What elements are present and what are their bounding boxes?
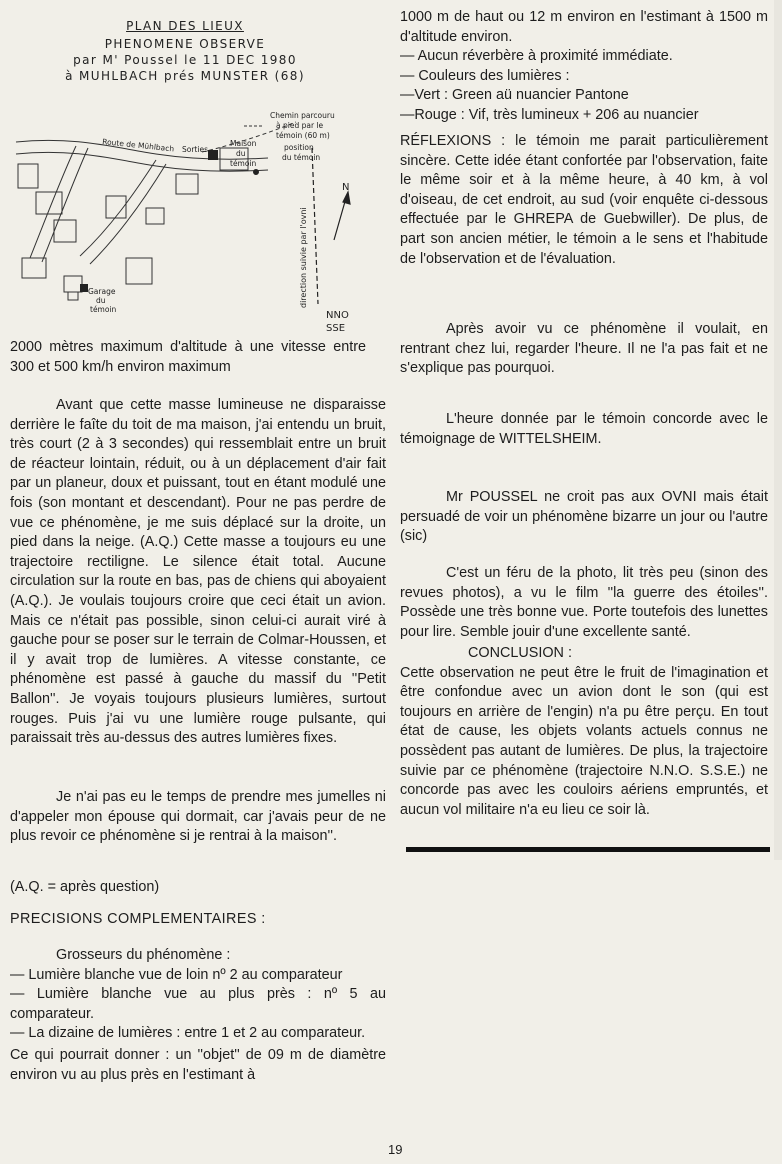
objet-paragraph: Ce qui pourrait donner : un ''objet'' de 09 m de diamètre environ vu au plus près en l'estimant à xyxy=(10,1046,386,1083)
map-label-garage2: du xyxy=(96,296,106,305)
map-subtitle-location: à MUHLBACH prés MUNSTER (68) xyxy=(65,69,305,83)
map-witness-house xyxy=(208,150,218,160)
map-direction-line xyxy=(312,148,318,304)
reflexions-block xyxy=(400,132,768,269)
grosseur-item-1: — Lumière blanche vue de loin nº 2 au comparateur xyxy=(10,966,343,983)
precisions-heading: PRECISIONS COMPLEMENTAIRES : xyxy=(10,911,266,927)
poussel-block xyxy=(400,488,768,547)
left-column xyxy=(10,338,386,377)
estimate-continuation: 1000 m de haut ou 12 m environ en l'estimant à 1500 m d'altitude environ. xyxy=(400,9,768,45)
map-north-line xyxy=(334,198,346,240)
map-label-route: Route de Mühlbach xyxy=(101,137,175,154)
map-road-left xyxy=(30,146,76,258)
testimony-block xyxy=(10,396,386,749)
map-title-block xyxy=(55,18,315,84)
map-witness-garage xyxy=(80,284,88,292)
grosseurs-heading: Grosseurs du phénomène : xyxy=(56,947,231,963)
map-direction-label: direction suivie par l'ovni xyxy=(299,207,308,308)
testimony-paragraph-2: Je n'ai pas eu le temps de prendre mes jumelles ni d'appeler mon épouse qui dormait, car j'avais peur de ne plus revoir ce phénomène si je rentrai à la maison''. xyxy=(10,789,386,845)
map-building xyxy=(126,258,152,284)
map-road-left-2 xyxy=(42,148,88,262)
testimony-paragraph-1: Avant que cette masse lumineuse ne disparaisse derrière le faîte du toit de ma maison, j'ai entendu un bruit, très court (2 à 3 secondes) qui ressemblait entre un bruit de réacteur lointain, réduit, ou à un déplacement d'air fait par un planeur, doux et puissant, tout en étant modulé une fois (son montant et descendant). Pour ne pas perdre de vue ce phénomène, je me suis déplacé sur la droite, un pied dans la neige. (A.Q.) Cette masse a toujours eu une trajectoire rectiligne. Le silence était total. Aucune circulation sur la route en bas, pas de chiens qui aboyaient (A.Q.). Je voulais toujours croire que ceci était un avion. Mais ce n'était pas possible, sinon celui-ci aurait viré à gauche pour se poser sur le terrain de Colmar-Houssen, et il y avait trop de lumières. A vitesse constante, ce phénomène est passé à gauche du massif du ''Petit Ballon''. Je voyais toujours plusieurs lumières, surtout rouges. Puis j'ai vu une lumière rouge pulsante, qui paraissait très au-dessus des autres lumières fixes. xyxy=(10,397,386,747)
end-rule xyxy=(406,847,770,852)
colors-heading: — Couleurs des lumières : xyxy=(400,67,570,84)
map-label-chemin2: à pied par le xyxy=(276,121,324,130)
map-subtitle-phenomene: PHENOMENE OBSERVE xyxy=(104,37,266,51)
apres-block xyxy=(400,320,768,379)
conclusion-paragraph: Cette observation ne peut être le fruit de l'imagination et être confondue avec un avion dont le son (qui est toujours en arrière de l'engin) n'a pu être perçu. En tout état de cause, les objets volants actuels connus ne possèdent pas autant de lumières. De plus, la trajectoire suivie par ce phénomène (trajectoire N.N.O. S.S.E.) ne concorde pas avec les couloirs aériens empruntés, et aucun vol militaire n'a eu lieu ce soir là. xyxy=(400,664,768,818)
page-number: 19 xyxy=(388,1142,403,1157)
aq-note: (A.Q. = après question) xyxy=(10,879,160,895)
map-label-maison: Maison xyxy=(230,139,257,148)
grosseur-item-2: — Lumière blanche vue au plus près : nº 5 au comparateur. xyxy=(10,986,386,1022)
apres-paragraph: Après avoir vu ce phénomène il voulait, en rentrant chez lui, regarder l'heure. Il ne l'a pas fait et ne s'explique pas pourquoi. xyxy=(400,321,768,377)
color-red: —Rouge : Vif, très lumineux + 206 au nuancier xyxy=(400,106,699,123)
map-label-maison3: témoin xyxy=(230,159,257,168)
feru-paragraph: C'est un féru de la photo, lit très peu (sinon des revues photos), a vu le film ''la guerre des étoiles''. Possède une très bonne vue. Porte toutefois des lunettes pour lire. Semble jouir d'une excellente santé. xyxy=(400,565,768,640)
aq-note-block xyxy=(10,878,386,898)
map-building xyxy=(18,164,38,188)
color-green: —Vert : Green aü nuancier Pantone xyxy=(400,87,629,104)
map-road-diag-2 xyxy=(90,164,166,264)
map-sse-label: SSE xyxy=(326,323,346,334)
map-label-garage3: témoin xyxy=(90,305,117,314)
map-building xyxy=(146,208,164,224)
heure-paragraph: L'heure donnée par le témoin concorde avec le témoignage de WITTELSHEIM. xyxy=(400,411,768,447)
map-subtitle-witness: par M' Poussel le 11 DEC 1980 xyxy=(73,53,297,67)
map-label-garage: Garage xyxy=(88,287,116,296)
map-label-sorties: Sorties xyxy=(182,145,208,154)
site-map xyxy=(6,108,394,338)
bleed-through-strip xyxy=(774,0,782,860)
grosseurs-block xyxy=(10,946,386,1085)
reflexions-paragraph: RÉFLEXIONS : le témoin me parait particulièrement sincère. Cette idée étant confortée par l'observation, faite le même soir et à la même heure, à 40 km, à vol d'oiseau, de cet endroit, au sud (voir enquête ci-dessous effectuée par le GHREPA de Guebwiller). De plus, de part son ancien métier, le témoin a le sens et l'habitude de l'observation et de l'évaluation. xyxy=(400,133,768,267)
map-building xyxy=(64,276,82,292)
speed-paragraph: 2000 mètres maximum d'altitude à une vitesse entre 300 et 500 km/h environ maximum xyxy=(10,339,366,375)
map-label-position2: du témoin xyxy=(282,153,321,162)
map-north-arrow xyxy=(343,192,350,204)
conclusion-heading: CONCLUSION : xyxy=(468,645,572,661)
feru-block xyxy=(400,564,768,642)
heure-block xyxy=(400,410,768,449)
conclusion-block xyxy=(400,644,768,820)
map-label-chemin3: témoin (60 m) xyxy=(276,131,330,140)
map-position-marker xyxy=(253,169,259,175)
map-label-chemin: Chemin parcouru xyxy=(270,111,335,120)
precisions-block xyxy=(10,910,386,930)
right-top-block xyxy=(400,8,768,126)
map-road-diag xyxy=(80,160,156,256)
map-nno-label: NNO xyxy=(326,310,349,321)
map-building xyxy=(176,174,198,194)
map-label-position: position xyxy=(284,143,314,152)
poussel-paragraph: Mr POUSSEL ne croit pas aux OVNI mais était persuadé de voir un phénomène bizarre un jour ou l'autre (sic) xyxy=(400,489,768,545)
map-north-label: N xyxy=(342,182,350,193)
no-streetlight: — Aucun réverbère à proximité immédiate. xyxy=(400,48,673,65)
map-title: PLAN DES LIEUX xyxy=(126,19,244,33)
grosseur-item-3: — La dizaine de lumières : entre 1 et 2 au comparateur. xyxy=(10,1025,366,1042)
map-label-maison2: du xyxy=(236,149,246,158)
map-garage-box xyxy=(68,292,78,300)
testimony-end-block xyxy=(10,788,386,847)
